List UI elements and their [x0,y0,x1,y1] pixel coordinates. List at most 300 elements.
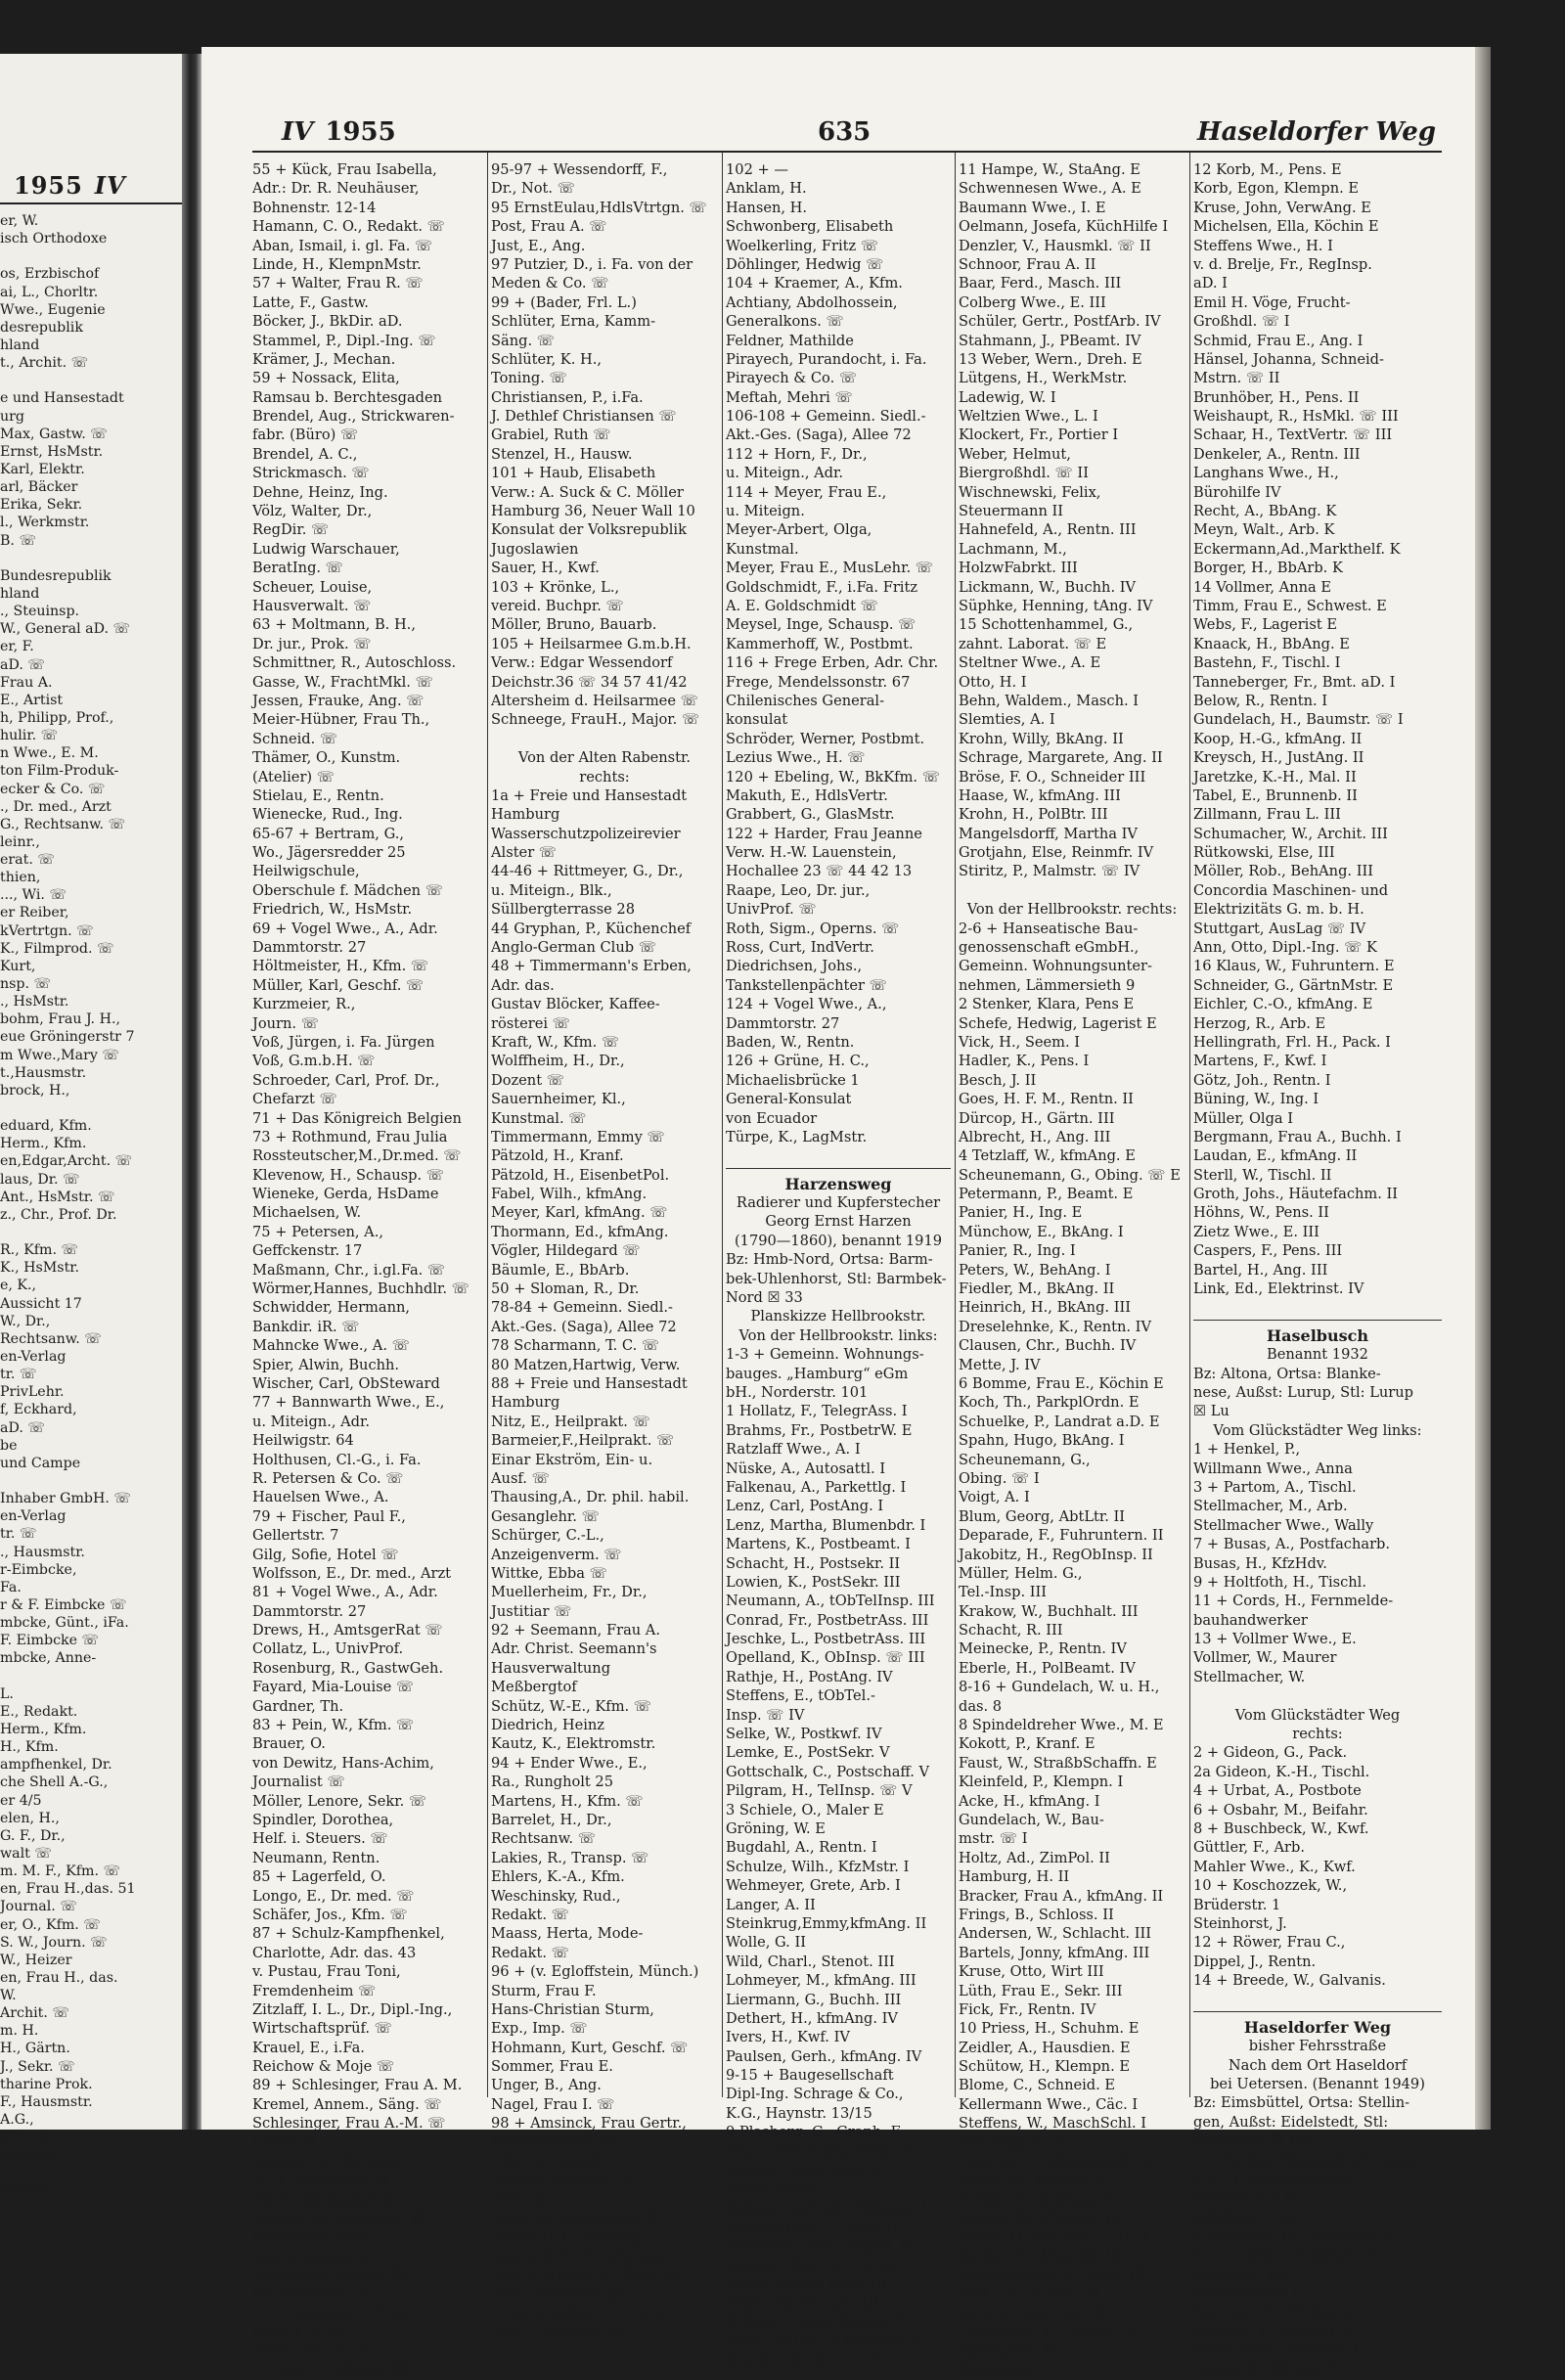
left-page-line: Bundesrepublik [0,567,112,584]
directory-entry-line: UnivProf. ☏ [726,901,817,919]
directory-entry-line: Otto, H. I [959,673,1027,691]
directory-entry-line: Tesch, W., Polster. II [959,2172,1104,2189]
directory-entry-line: 48 + Timmermann's Erben, [491,958,692,975]
directory-entry-line: Kowalski, Joh., [1193,2265,1300,2282]
left-page-line [0,2164,182,2181]
directory-entry-line: Schacht, H., Postsekr. II [726,1554,901,1572]
directory-entry-line: 2 + Gideon, G., Pack. [1193,1744,1348,1762]
directory-entry-line: Oelmann, Josefa, KüchHilfe I [959,218,1169,236]
directory-entry-line: Steffens, E., tObTel.- [726,1687,875,1705]
directory-entry-line: Mietner, K., BbSekr. I [1193,2322,1350,2340]
directory-entry-line: Bröse, F. O., Schneider III [959,768,1146,786]
street-heading: Haselbusch [1267,1325,1368,1345]
directory-entry-line: Groth, Johs., Häutefachm. II [1193,1186,1399,1203]
directory-entry-line: Elektrizitäts G. m. b. H. [1193,901,1364,919]
directory-entry-line: Conrad, Fr., PostbetrAss. III [726,1611,929,1629]
directory-entry-line: Schultz, Ernst, BkAng. IV [726,2313,911,2331]
directory-entry-line: gen, Außst: Eidelstedt, Stl: [1193,2113,1389,2131]
left-page-line: er, F. [0,639,34,655]
directory-entry-line: Eichler, C.-O., kfmAng. E [1193,996,1373,1013]
left-page-line: en-Verlag [0,1349,67,1365]
directory-entry-line: Großhdl. ☏ I [1193,313,1290,331]
directory-entry-line: Lezius Wwe., H. ☏ [726,749,866,767]
directory-entry-line: Journalist ☏ [252,1774,345,1791]
directory-entry-line: Bergmann, Frau A., Buchh. I [1193,1128,1402,1145]
directory-entry-line: 44-46 + Rittmeyer, G., Dr., [491,863,684,880]
directory-entry-line: 11 + Cords, H., Fernmelde- [1193,1593,1394,1610]
left-page-line: aD. ☏ [0,1419,46,1436]
directory-entry-line: Biergroßhdl. ☏ II [959,465,1089,482]
directory-entry-line: Schwennesen Wwe., A. E [959,180,1141,198]
directory-entry-line: Schacht, A., Schloss. [252,2153,404,2171]
left-page-line: Journal. ☏ [0,1899,78,1915]
directory-entry-line: Krakow, W., Buchhalt. III [959,1602,1139,1620]
directory-entry-line: Kapt. i. R. ☏ [252,2323,347,2341]
directory-entry-line: Wasserschutzpolizeirevier [491,825,681,842]
left-page-column [0,212,182,2200]
directory-entry-line: Thausing,A., Dr. phil. habil. [491,1489,690,1506]
left-page-line [0,550,182,567]
directory-entry-line: Krauel, E., i.Fa. [252,2039,365,2056]
directory-entry-line: 13 + Vollmer Wwe., E. [1193,1631,1357,1648]
directory-entry-line: rechts: [1292,1726,1343,1743]
directory-entry-line: Heilwigschule, [252,863,360,880]
directory-page [201,47,1475,2379]
directory-entry-line: 4 Tetzlaff, W., kfmAng. E [959,1147,1136,1165]
directory-entry-line: 8 + Buschbeck, W., Kwf. [1193,1819,1369,1837]
section-rule [1193,2011,1442,2018]
directory-entry-line: Arez, M., Vizekonsul ☏ [491,2210,662,2227]
directory-entry-line: Ra., Rungholt 25 [491,1774,613,1791]
left-page-line: walt ☏ [0,1845,53,1862]
directory-entry-line: Holst, Sonja I [726,2180,825,2198]
directory-entry-line: 12 Korb, M., Pens. E [1193,161,1342,178]
directory-entry-line: Rechtsanwalt ☏ [252,2285,374,2303]
directory-entry-line: Voß, G.m.b.H. ☏ [252,1053,376,1070]
directory-entry-line: Grabiel, Ruth ☏ [491,427,611,444]
directory-entry-line: Neumann, Rentn. [252,1849,380,1866]
directory-entry-line: Zehme, Gertrud, Büroang. I [726,2199,928,2217]
directory-entry-line: Hamburg 36, Neuer Wall 10 [491,503,695,520]
column-divider [1189,153,1190,2097]
directory-entry-line: Neumann, A., tObTelInsp. III [726,1593,935,1610]
left-page-line: ., Hausmstr. [0,1544,85,1560]
directory-entry-line: Krohn, Willy, BkAng. II [959,730,1124,747]
directory-entry-line: Koop, H.-G., kfmAng. II [1193,730,1363,747]
left-page-line: ., HsMstr. [0,994,69,1010]
directory-entry-line: Möller, Lenore, Sekr. ☏ [252,1792,427,1810]
directory-entry-line: u. Miteign., Adr. [726,465,844,482]
directory-entry-line: Jeschke, L., PostbetrAss. III [726,1631,926,1648]
directory-entry-line: 3 Schiele, O., Maler E [726,1801,884,1819]
directory-entry-line: fabr. (Büro) ☏ [252,427,359,444]
directory-entry-line: Hellingrath, Frl. H., Pack. I [1193,1033,1391,1051]
directory-entry-line: 8 Spindeldreher Wwe., M. E [959,1717,1164,1734]
left-page-line: ..., Wi. ☏ [0,887,67,904]
directory-entry-line: Generalkons. ☏ [726,313,844,331]
directory-entry-line: Bartels, Jonny, kfmAng. III [959,1944,1150,1961]
directory-entry-line: Kammerhoff, W., Postbmt. [726,635,914,652]
directory-entry-line: Stuttgart, AusLag ☏ IV [1193,920,1366,937]
directory-entry-line: Toning. ☏ [491,370,567,387]
directory-entry-line [959,881,1185,900]
directory-entry-line: bH., Norderstr. 101 [726,1384,869,1401]
directory-entry-line: HolzwFabrkt. III [959,560,1078,577]
left-page-line: W. [0,1988,17,2004]
directory-entry-line: 105 + Heilsarmee G.m.b.H. [491,635,692,652]
directory-entry-line: Schillerstr. 46 [1193,2208,1295,2225]
directory-entry-line [1193,1686,1442,1705]
directory-entry-line: 83 + Pein, W., Kfm. ☏ [252,1717,415,1734]
directory-entry-line: Kautz, K., Elektromstr. [491,1735,656,1753]
directory-entry-line: Springer, H., BbBeamt. I [1193,2303,1372,2320]
directory-entry-line: Hochallee 23 ☏ 44 42 13 [726,863,913,880]
directory-entry-line: Schnoor, Frau A. II [959,255,1096,273]
page-number: 635 [818,117,872,147]
directory-entry-line: Holtz, Ad., ZimPol. II [959,1849,1110,1866]
directory-entry-line: 14 + Breede, W., Galvanis. [1193,1972,1386,1990]
directory-entry-line: Conrady, E., Blumenhdlr. II [959,2153,1155,2171]
directory-entry-line: Bastehn, F., Tischl. I [1193,654,1341,672]
directory-entry-line: Schroeder, Carl, Prof. Dr., [252,1071,440,1089]
left-page-line: Archit. ☏ [0,2005,70,2022]
left-page-line: und Campe [0,1455,81,1471]
directory-entry-line: 79 + Fischer, Paul F., [252,1507,406,1525]
directory-entry-line: Anzeigenverm. ☏ [491,1546,622,1563]
directory-entry-line: Barmeier,F.,Heilprakt. ☏ [491,1432,675,1450]
directory-entry-line: nese, Außst: Lurup, Stl: Lurup [1193,1384,1414,1401]
directory-entry-line: Voigt, A. I [959,1489,1030,1506]
directory-entry-line: Zitzlaff, I. L., Dr., Dipl.-Ing., [252,2000,453,2018]
directory-entry-line: Krüger, Volker, Dr., med. [491,2305,670,2322]
directory-entry-line: Sieveking, Robert, Dr., [252,2267,417,2284]
directory-entry-line: 122 + Harder, Frau Jeanne [726,825,922,842]
directory-entry-line: Bugdahl, A., Rentn. I [726,1839,877,1857]
directory-entry-line: Makuth, E., HdlsVertr. [726,786,888,804]
left-page-line: Herbert [0,2147,57,2164]
directory-entry-line: Redakt. ☏ [491,1906,569,1923]
directory-entry-line: Baller, D.-L., kfmAng. [491,2228,647,2246]
directory-entry-line: Insp. ☏ IV [726,1706,805,1724]
directory-entry-line: Mangelsdorff, Martha IV [959,825,1138,842]
directory-entry-line: Muellerheim, Fr., Dr., [491,1584,648,1601]
directory-entry-line: Lakies, R., Transp. ☏ [491,1849,649,1866]
directory-entry-line: Scheunemann, G., [959,1451,1091,1468]
directory-entry-line: Pirayech, Purandocht, i. Fa. [726,350,927,368]
directory-entry-line: bauges. „Hamburg“ eGm [726,1365,909,1382]
directory-entry-line: 6 Bomme, Frau E., Köchin E [959,1375,1164,1392]
left-page-line: H., Gärtn. [0,2041,70,2057]
directory-entry-line: Petermann, P., Beamt. E [959,1186,1134,1203]
directory-entry-line: 71 + Das Königreich Belgien [252,1109,462,1127]
left-page-line: mbcke, Günt., iFa. [0,1615,129,1632]
directory-entry-line: Link, Ed., Elektrinst. IV [1193,1280,1364,1298]
directory-entry-line: u. Miteign., Adr. [252,1413,371,1430]
directory-entry-line: Bz: Hmb-Nord, Ortsa: Barm- [726,1251,933,1269]
directory-entry-line: Roth, Sigm., Operns. ☏ [726,920,900,937]
left-page-line [0,1100,182,1117]
directory-entry-line: Steuermann II [959,503,1064,520]
directory-entry-line: 63 + Moltmann, B. H., [252,616,416,634]
directory-entry-line: Dammtorstr. 27 [252,939,367,957]
directory-entry-line: Schütow, H., Klempn. E [959,2058,1131,2076]
directory-entry-line: Vögler, Hildegard ☏ [491,1242,641,1260]
directory-entry-line: 100 + Krüger, R., Prof. Dr. [491,2267,683,2284]
directory-entry-line: Faust, W., StraßbSchaffn. E [959,1754,1157,1772]
directory-entry-line: Schlüter, Erna, Kamm- [491,313,656,331]
directory-entry-line: 101 + Haub, Elisabeth [491,465,656,482]
directory-entry-line: Peters, W., BehAng. I [959,1261,1111,1279]
left-page-line: ai, L., Chorltr. [0,284,99,300]
directory-entry-line: Ann, Otto, Dipl.-Ing. ☏ K [1193,939,1377,957]
left-page-line: Kurt, [0,958,36,974]
directory-entry-line: 55 + Kück, Frau Isabella, [252,161,437,178]
directory-entry-line: Geffckenstr. 17 [252,1242,363,1260]
directory-entry-line: Timmermann, Emmy ☏ [491,1128,665,1145]
directory-entry-line: Meyer-Arbert, Olga, [726,521,872,539]
directory-entry-line: Sauernheimer, Kl., [491,1091,626,1108]
directory-entry-line: Akt.-Ges. (Saga), Allee 72 [491,1318,677,1335]
directory-entry-line: Meftah, Mehri ☏ [726,388,853,406]
left-page-line: A.G., [0,2112,34,2129]
left-page-line: W., Dr., [0,1313,51,1329]
page-header-volume-year [282,117,396,153]
directory-entry-line: Gemeinn. Wohnungsunter- [959,958,1152,975]
directory-entry-line: Alster ☏ [491,844,558,862]
directory-entry-line: aD. I [1193,275,1228,292]
directory-entry-line: Schlesinger, Frau A.-M. ☏ [252,2115,446,2133]
left-page-line: tharine Prok. [0,2076,93,2092]
left-page-line [0,372,182,389]
left-page-line: en,Edgar,Archt. ☏ [0,1153,133,1170]
left-page-line: r & F. Eimbcke ☏ [0,1596,127,1613]
directory-entry-line: Helf. i. Steuers. ☏ [252,1830,388,1848]
directory-entry-line: Mahncke Wwe., A. ☏ [252,1337,410,1355]
directory-entry-line: Nagel, Frau I. ☏ [491,2095,615,2113]
directory-entry-line: Vick, H., Seem. I [959,1033,1081,1051]
directory-entry-line: Panier, R., Ing. I [959,1242,1076,1260]
left-page-line: eue Gröningerstr 7 [0,1029,135,1046]
directory-entry-line: Mette, J. IV [959,1356,1041,1373]
left-page-line: E., Artist [0,692,64,708]
directory-column-5 [1193,160,1442,2378]
directory-entry-line: 95-97 + Wessendorff, F., [491,161,668,178]
directory-entry-line: Knust, Alb., Rentn. IV [726,2351,883,2368]
directory-entry-line [491,730,718,748]
left-page-line: aD. ☏ [0,656,46,673]
directory-entry-line: Lemke, E., PostSekr. V [726,1744,890,1762]
directory-entry-line: Hänsel, Johanna, Schneid- [1193,350,1384,368]
directory-entry-line: Weltzien Wwe., L. I [959,408,1098,426]
directory-entry-line: Kunstmal. [726,540,799,558]
directory-entry-line: Rechtsanw. ☏ [491,1830,596,1848]
directory-entry-line: Mahler Wwe., K., Kwf. [1193,1858,1356,1875]
directory-entry-line: Stellmacher, W. [1193,1668,1306,1685]
left-page-line: G. F., Dr., [0,1827,66,1844]
directory-entry-line: BbRangMstr. I [1193,2284,1299,2302]
directory-entry-line: 78 Scharmann, T. C. ☏ [491,1337,660,1355]
directory-entry-line: med., Zahnarzt ☏ [491,2285,624,2303]
directory-entry-line: Vom Glückstädter Weg links: [1213,1421,1422,1439]
left-page-line: desrepublik [0,319,83,336]
left-page-line: B. ☏ [0,532,37,549]
directory-entry-line: Hamburg, H. II [959,1868,1070,1886]
directory-entry-line: 1-61 + Wohnungsges. [1193,2171,1352,2188]
left-page-line: Ant., HsMstr. ☏ [0,1189,115,1205]
directory-entry-line: Martens, H., Kfm. ☏ [491,1792,644,1810]
directory-entry-line: 9 Plasberg, G., Graph. E [726,2124,902,2141]
directory-entry-line: Brüderstr. 1 [1193,1896,1281,1913]
left-page-line: urg [0,408,25,425]
directory-entry-line: Fischer-Trachau, O., [491,2172,639,2189]
directory-entry-line: 50 + Sloman, R., Dr. [491,1280,640,1298]
left-page-line: Max, Gastw. ☏ [0,426,109,442]
directory-entry-line: Scheunemann, G., Obing. ☏ E [959,1166,1181,1184]
directory-entry-line: von Ecuador [726,1109,818,1127]
left-page-line: z., Chr., Prof. Dr. [0,1206,117,1223]
directory-entry-line: Amsinck, K. E., kfmAng. [491,2247,666,2265]
directory-entry-line: 93 + Schneider, Otto, [252,2305,410,2322]
directory-entry-line: 3 + Partom, A., Tischl. [1193,1478,1357,1496]
directory-entry-line: Eberle, H., PolBeamt. IV [959,1659,1136,1677]
directory-entry-line: Ramsau b. Berchtesgaden [252,388,443,406]
directory-entry-line: Schulze, Wilh., KfzMstr. I [726,1858,910,1875]
directory-entry-line: von Dewitz, Hans-Achim, [252,1754,434,1772]
directory-entry-line: Bracker, Frau A., kfmAng. II [959,1887,1164,1905]
directory-entry-line: Justitiar ☏ [491,1602,572,1620]
directory-entry-line: Blum, Georg, AbtLtr. II [959,1507,1126,1525]
left-page-line: Herm., Kfm. [0,1136,87,1152]
directory-entry-line: Akt.-Ges. (Saga), Allee 72 [726,427,912,444]
left-page-line: e und Hansestadt [0,390,124,407]
directory-entry-line: Wolffheim, H., Dr., [491,1053,625,1070]
directory-entry-line: Schneid. ☏ [252,730,338,747]
directory-entry-line: Müller, Karl, Geschf. ☏ [252,976,425,994]
left-page-line: n Wwe., E. M. [0,745,99,762]
directory-entry-line: Willmann Wwe., Anna [1193,1459,1353,1477]
page-header-street: Haseldorfer Weg [1197,117,1436,147]
directory-entry-line: Paulsen, Gerh., kfmAng. IV [726,2047,922,2065]
directory-entry-line: Kruse, Wilh., RangArb. E [1193,2246,1375,2264]
left-page-line [0,1472,182,1490]
left-page-line: F. Eimbcke ☏ [0,1633,100,1649]
directory-entry-line: Timm, Frau E., Schwest. E [1193,597,1387,614]
directory-entry-line: Döhlinger, Hedwig ☏ [726,255,884,273]
directory-entry-line: 91 + Hermanns, H., [252,2172,398,2189]
page-year: 1955 [325,117,396,147]
directory-entry-line: Rathje, W., kfmAng. II [959,2210,1118,2227]
left-page-line: L. [0,1685,14,1702]
directory-entry-line: Steltner Wwe., A. E [959,654,1101,672]
left-page-line: er, O., Kfm. ☏ [0,1916,102,1933]
directory-entry-line: Türpe, K., LagMstr. [726,1128,868,1145]
directory-entry-line: Hamburg [491,1394,560,1412]
directory-column-3 [726,160,951,2369]
directory-entry-line: Dozent ☏ [491,1071,564,1089]
directory-entry-line: Brendel, Aug., Strickwaren- [252,408,455,426]
left-page-line: hulir. ☏ [0,728,59,744]
street-heading: Haseldorfer Weg [1243,2017,1392,2037]
left-page-line: Ernst, HsMstr. [0,443,104,460]
directory-entry-line: Weber, Helmut, [959,445,1071,463]
directory-entry-line: Altersheim d. Heilsarmee ☏ [491,692,698,709]
directory-entry-line: Denzler, V., Hausmkl. ☏ II [959,237,1151,254]
directory-entry-line: Jessen, Frauke, Ang. ☏ [252,692,425,709]
directory-entry-line: Deichstr.36 ☏ 34 57 41/42 [491,673,688,691]
directory-entry-line: Diedrich, Heinz [491,1717,604,1734]
directory-entry-line: Jugoslawien [491,540,579,558]
column-divider [722,153,723,2097]
directory-entry-line: Wehmeyer, Grete, Arb. I [726,1877,901,1895]
directory-entry-line: 77 + Bannwarth Wwe., E., [252,1394,445,1412]
directory-entry-line: 9-15 + Baugesellschaft [726,2067,894,2085]
directory-entry-line: Hahn, Anton, Schlachter IV [726,2332,925,2350]
left-page-line: l., Werkmstr. [0,515,90,531]
directory-entry-line: 2a Gideon, K.-H., Tischl. [1193,1763,1370,1780]
directory-entry-line: Michaelisbrücke 1 [726,1071,860,1089]
directory-entry-line: Adr. Christ. Seemann's [491,1640,657,1658]
directory-entry-line: 4 + Urbat, A., Postbote [1193,1782,1362,1800]
left-page-volume: IV [94,171,126,200]
directory-entry-line: Raape, Leo, Dr. jur., [726,881,871,899]
directory-entry-line: 78-84 + Gemeinn. Siedl.- [491,1299,673,1317]
directory-entry-line: Ehlers, K.-A., Kfm. [491,1868,625,1886]
directory-entry-line: Selke, W., Postkwf. IV [726,1726,882,1743]
directory-entry-line: bek-Uhlenhorst, Stl: Barmbek- [726,1270,947,1287]
directory-entry-line: 96 + (v. Egloffstein, Münch.) [491,1963,699,1981]
directory-entry-line: Post, Frau A. ☏ [491,218,607,236]
directory-entry-line: Büning, W., Ing. I [1193,1091,1319,1108]
directory-entry-line: Christiansen, P., i.Fa. [491,388,644,406]
left-page-line: os, Erzbischof [0,266,100,283]
directory-entry-line: Maßmann, Chr., i.gl.Fa. ☏ [252,1261,446,1279]
directory-entry-line: Zabel, Wilh., Schloss. II [1193,2341,1364,2358]
column-divider [955,153,956,2097]
directory-entry-line: 94 + Ender Wwe., E., [491,1754,648,1772]
directory-entry-line: Bäumle, E., BbArb. [491,1261,630,1279]
directory-entry-line: Schäfer, Jos., Kfm. ☏ [252,1906,408,1923]
directory-entry-line: Brendel, A. C., [252,445,358,463]
directory-entry-line: Martens, F., Kwf. I [1193,1053,1327,1070]
directory-entry-line: Ratzlaff Wwe., A. I [726,1441,861,1459]
left-page-line: e, K., [0,1278,37,1294]
directory-entry-line: Ivers, H., Kwf. IV [726,2029,850,2046]
directory-entry-line: Janssen, Hertha, Buchh. II [726,2256,917,2273]
directory-entry-line: Meßbergtof [491,1679,577,1696]
left-page-line: Erika, Sekr. [0,497,83,514]
directory-entry-line: Verw.: A. Suck & C. Möller [491,483,684,501]
left-page-line: Frau A. [0,674,53,691]
directory-entry-line: Falkenau, A., Parkettlg. I [726,1478,907,1496]
directory-entry-line: Norden m.b.H. [1193,2189,1302,2207]
directory-entry-line: Unger, B., Ang. [491,2077,602,2094]
directory-column-2 [491,160,718,2342]
left-page-header [14,171,126,200]
directory-entry-line: Baden, W., Rentn. [726,1033,855,1051]
directory-entry-line: Schröder, Werner, Postbmt. [726,730,925,747]
directory-entry-line: 114 + Meyer, Frau E., [726,483,887,501]
directory-entry-line: Jaretzke, K.-H., Mal. II [1193,768,1357,786]
left-page-line: ampfhenkel, Dr. [0,1757,112,1774]
directory-entry-line: Lickmann, W., Buchh. IV [959,578,1137,596]
directory-entry-line: Albrecht, H., Ang. III [959,1128,1111,1145]
directory-entry-line: Wischer, Carl, ObSteward [252,1375,440,1392]
directory-entry-line: 57 + Walter, Frau R. ☏ [252,275,424,292]
directory-entry-line: Nach dem Ort Haseldorf [1228,2056,1408,2074]
directory-entry-line: Achtiany, Abdolhossein, [726,293,898,311]
directory-entry-line: Zeisig, E., BbAng. II [1193,2359,1339,2377]
directory-entry-line: Stenzel, H., Hausw. [491,445,633,463]
